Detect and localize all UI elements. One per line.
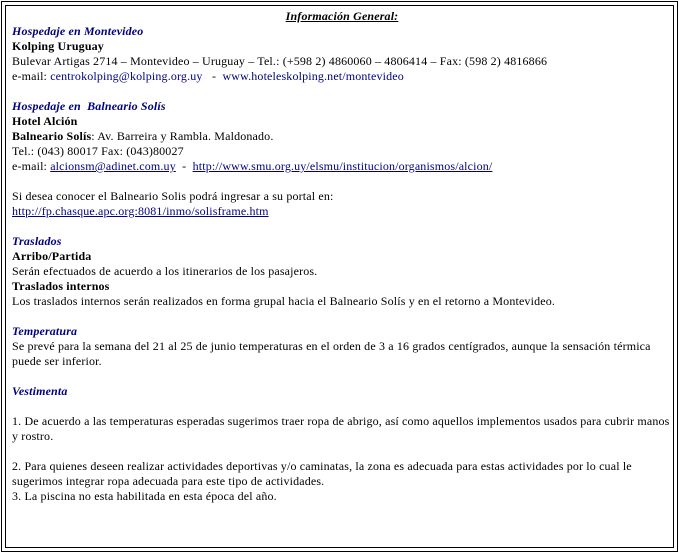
montevideo-separator: - [202,69,223,83]
solis-separator: - [175,159,193,173]
document-content [12,9,672,504]
traslados-internos-subheading: Traslados internos [12,279,110,293]
page-title: Información General: [285,9,399,23]
solis-place-text: : Av. Barreira y Rambla. Maldonado. [91,129,274,143]
solis-email-link[interactable]: alcionsm@adinet.com.uy [50,159,176,173]
inner-border [5,5,674,548]
montevideo-address: Bulevar Artigas 2714 – Montevideo – Uruguay – Tel.: (+598 2) 4860060 – 4806414 – Fax: (598 2) 4816866 [12,54,548,68]
montevideo-email[interactable]: centrokolping@kolping.org.uy [50,69,203,83]
solis-place-label: Balneario Solís [12,129,92,143]
vestimenta-item-2: 2. Para quienes deseen realizar actividades deportivas y/o caminatas, la zona es adecuada para estas actividades por lo cual le sugerimos integrar ropa adecuada para este tipo de actividades. [12,459,632,488]
montevideo-website[interactable]: www.hoteleskolping.net/montevideo [222,69,404,83]
arribo-partida-text: Serán efectuados de acuerdo a los itinerarios de los pasajeros. [12,264,318,278]
solis-address [12,129,672,144]
traslados-heading: Traslados [12,234,62,248]
vestimenta-item-1: 1. De acuerdo a las temperaturas esperadas sugerimos traer ropa de abrigo, así como aquellos implementos usados para cubrir manos y rostro. [12,414,670,443]
solis-heading: Hospedaje en Balneario Solís [12,99,166,113]
temperatura-text: Se prevé para la semana del 21 al 25 de junio temperaturas en el orden de 3 a 16 grados centígrados, aunque la sensación térmica puede ser inferior. [12,339,651,368]
montevideo-heading: Hospedaje en Montevideo [12,24,144,38]
montevideo-contact [12,69,672,84]
temperatura-heading: Temperatura [12,324,78,338]
outer-border [1,1,678,552]
montevideo-email-label: e-mail: [12,69,51,83]
solis-contact [12,159,672,174]
montevideo-hotel-name: Kolping Uruguay [12,39,104,53]
arribo-partida-subheading: Arribo/Partida [12,249,92,263]
solis-email-label: e-mail: [12,159,51,173]
solis-website-link[interactable]: http://www.smu.org.uy/elsmu/institucion/organismos/alcion/ [192,159,493,173]
solis-phone: Tel.: (043) 80017 Fax: (043)80027 [12,144,184,158]
portal-text: Si desea conocer el Balneario Solis podrá ingresar a su portal en: [12,189,334,203]
solis-hotel-name: Hotel Alción [12,114,78,128]
portal-link[interactable]: http://fp.chasque.apc.org:8081/inmo/solisframe.htm [12,204,269,218]
vestimenta-heading: Vestimenta [12,384,68,398]
traslados-internos-text: Los traslados internos serán realizados en forma grupal hacia el Balneario Solís y en el retorno a Montevideo. [12,294,555,308]
vestimenta-item-3: 3. La piscina no esta habilitada en esta época del año. [12,489,277,503]
